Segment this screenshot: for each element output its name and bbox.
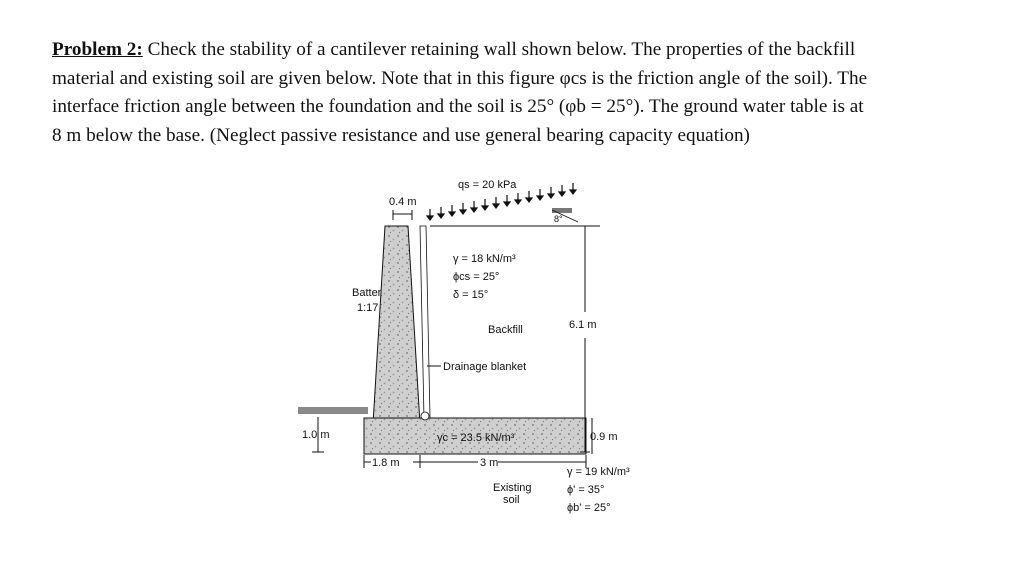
heel-length-label: 3 m [480, 457, 499, 469]
base-thickness-label: 0.9 m [590, 431, 618, 443]
problem-line-2: material and existing soil are given below. Note that in this figure φcs is the friction angle of the soil). The [52, 67, 868, 89]
backfill-phi: ϕcs = 25° [453, 271, 500, 283]
backfill-label: Backfill [488, 324, 523, 336]
concrete-unit-weight: γc = 23.5 kN/m³ [437, 432, 515, 444]
existing-soil-label-1: Existing [493, 482, 532, 494]
soil-phi: ϕ' = 35° [567, 484, 605, 496]
backfill-gamma: γ = 18 kN/m³ [453, 253, 516, 265]
slope-angle-label: 8° [554, 214, 563, 224]
embedment-label: 1.0 m [302, 429, 330, 441]
problem-line-1-text: Check the stability of a cantilever retaining wall shown below. The properties of the backfill [142, 39, 856, 60]
stem-width-label: 0.4 m [389, 196, 417, 208]
surcharge-label: qs = 20 kPa [458, 179, 517, 191]
drainage-blanket [420, 226, 430, 418]
wall-stem [373, 226, 420, 424]
problem-line-4: 8 m below the base. (Neglect passive resistance and use general bearing capacity equation) [52, 124, 750, 146]
ground-left-surface [298, 407, 368, 414]
backfill-top-hatch [552, 208, 572, 213]
backfill-delta: δ = 15° [453, 289, 489, 301]
drainage-outlet [421, 412, 429, 420]
stem-width-dimension [393, 210, 412, 220]
existing-soil-label-2: soil [503, 494, 520, 506]
toe-length-label: 1.8 m [372, 457, 400, 469]
wall-height-label: 6.1 m [569, 319, 597, 331]
batter-label: Batter [352, 287, 382, 299]
soil-phib: ϕb' = 25° [567, 502, 611, 514]
problem-label: Problem 2: [52, 39, 143, 60]
problem-line-3: interface friction angle between the foundation and the soil is 25° (φb = 25°). The ground water table is at [52, 96, 864, 117]
soil-gamma: γ = 19 kN/m³ [567, 466, 630, 478]
drainage-label: Drainage blanket [443, 361, 527, 373]
batter-ratio: 1:17 [357, 302, 379, 314]
